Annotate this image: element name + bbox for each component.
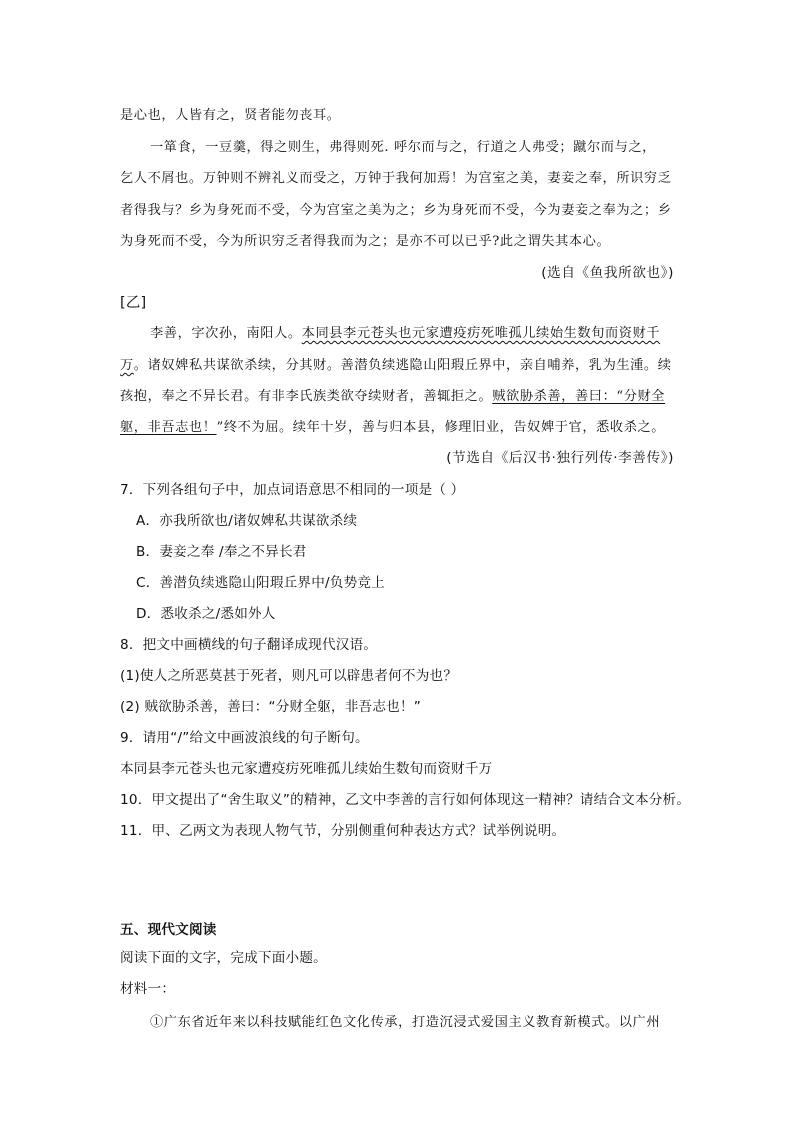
yi-label: [乙] — [120, 295, 147, 311]
jia-line-3: 乞人不屑也。万钟则不辨礼义而受之，万钟于我何加焉！为宫室之美，妻妾之奉，所识穷乏 — [120, 171, 672, 186]
yi-source: (节选自《后汉书·独行列传·李善传》) — [446, 450, 674, 466]
jia-source: (选自《鱼我所欲也》) — [541, 265, 674, 281]
question-9: 9．请用“/”给文中画波浪线的句子断句。 — [120, 730, 369, 746]
yi-line-4-text: ”终不为屈。续年十岁，善与归本县，修理旧业，告奴婢于官，悉收杀之。 — [216, 420, 666, 435]
yi-line-2-text: 。诸奴婢私共谋欲杀续，分其财。善潜负续逃隐山阳瑕丘界中，亲自哺养，乳为生湩。续 — [133, 358, 672, 373]
question-9-sentence: 本同县李元苍头也元家遭疫疠死唯孤儿续始生数旬而资财千万 — [120, 761, 493, 777]
yi-line-4 — [120, 416, 665, 435]
question-8: 8．把文中画横线的句子翻译成现代汉语。 — [120, 637, 378, 653]
question-7-option-c: C．善潜负续逃隐山阳瑕丘界中/负势竞上 — [136, 575, 385, 591]
yi-line-3 — [120, 385, 665, 404]
material-paragraph-1: ①广东省近年来以科技赋能红色文化传承，打造沉浸式爱国主义教育新模式。以广州 — [150, 1015, 661, 1030]
jia-line-4: 者得我与？乡为身死而不受，今为宫室之美为之；乡为身死而不受，今为妻妾之奉为之；乡 — [120, 203, 672, 218]
jia-line-2: 一箪食，一豆羹，得之则生，弗得则死. 呼尔而与之，行道之人弗受；蹴尔而与之， — [150, 140, 656, 155]
yi-line-2 — [120, 354, 672, 373]
section-heading: 五、现代文阅读 — [120, 922, 217, 938]
yi-line-1-text: 李善，字次孙，南阳人。 — [150, 326, 302, 341]
section-intro: 阅读下面的文字，完成下面小题。 — [120, 950, 327, 966]
question-8-item-2: (2) 贼欲胁杀善，善曰：“分财全躯，非吾志也！” — [120, 699, 421, 715]
question-7-option-d: D．悉收杀之/悉如外人 — [136, 606, 276, 622]
yi-line-1 — [150, 322, 660, 341]
jia-line-1: 是心也，人皆有之，贤者能勿丧耳。 — [120, 108, 341, 123]
question-11: 11．甲、乙两文为表现人物气节，分别侧重何种表达方式？试举例说明。 — [120, 823, 566, 839]
material-label: 材料一： — [120, 981, 176, 997]
question-10: 10．甲文提出了“舍生取义”的精神，乙文中李善的言行如何体现这一精神？请结合文本分析。 — [120, 792, 691, 808]
question-8-item-1: (1)使人之所恶莫甚于死者，则凡可以辟患者何不为也？ — [120, 668, 458, 684]
jia-line-5: 为身死而不受，今为所识穷乏者得我而为之；是亦不可以已乎?此之谓失其本心。 — [120, 234, 611, 249]
yi-underlined-sentence: 贼欲胁杀善，善曰：“分财全 — [492, 389, 666, 404]
question-7-option-b: B．妻妾之奉 /奉之不异长君 — [136, 544, 307, 560]
yi-wavy-sentence-end: 万 — [120, 358, 134, 373]
question-7: 7．下列各组句子中，加点词语意思不相同的一项是（ ） — [120, 482, 465, 498]
yi-underlined-sentence-end: 躯，非吾志也！ — [120, 420, 217, 435]
yi-wavy-sentence: 本同县李元苍头也元家遭疫疠死唯孤儿续始生数旬而资财千 — [301, 326, 661, 341]
question-7-option-a: A．亦我所欲也/诸奴婢私共谋欲杀续 — [136, 513, 358, 529]
yi-line-3-text: 孩抱，奉之不异长君。有非李氏族类欲夺续财者，善辄拒之。 — [120, 389, 493, 404]
